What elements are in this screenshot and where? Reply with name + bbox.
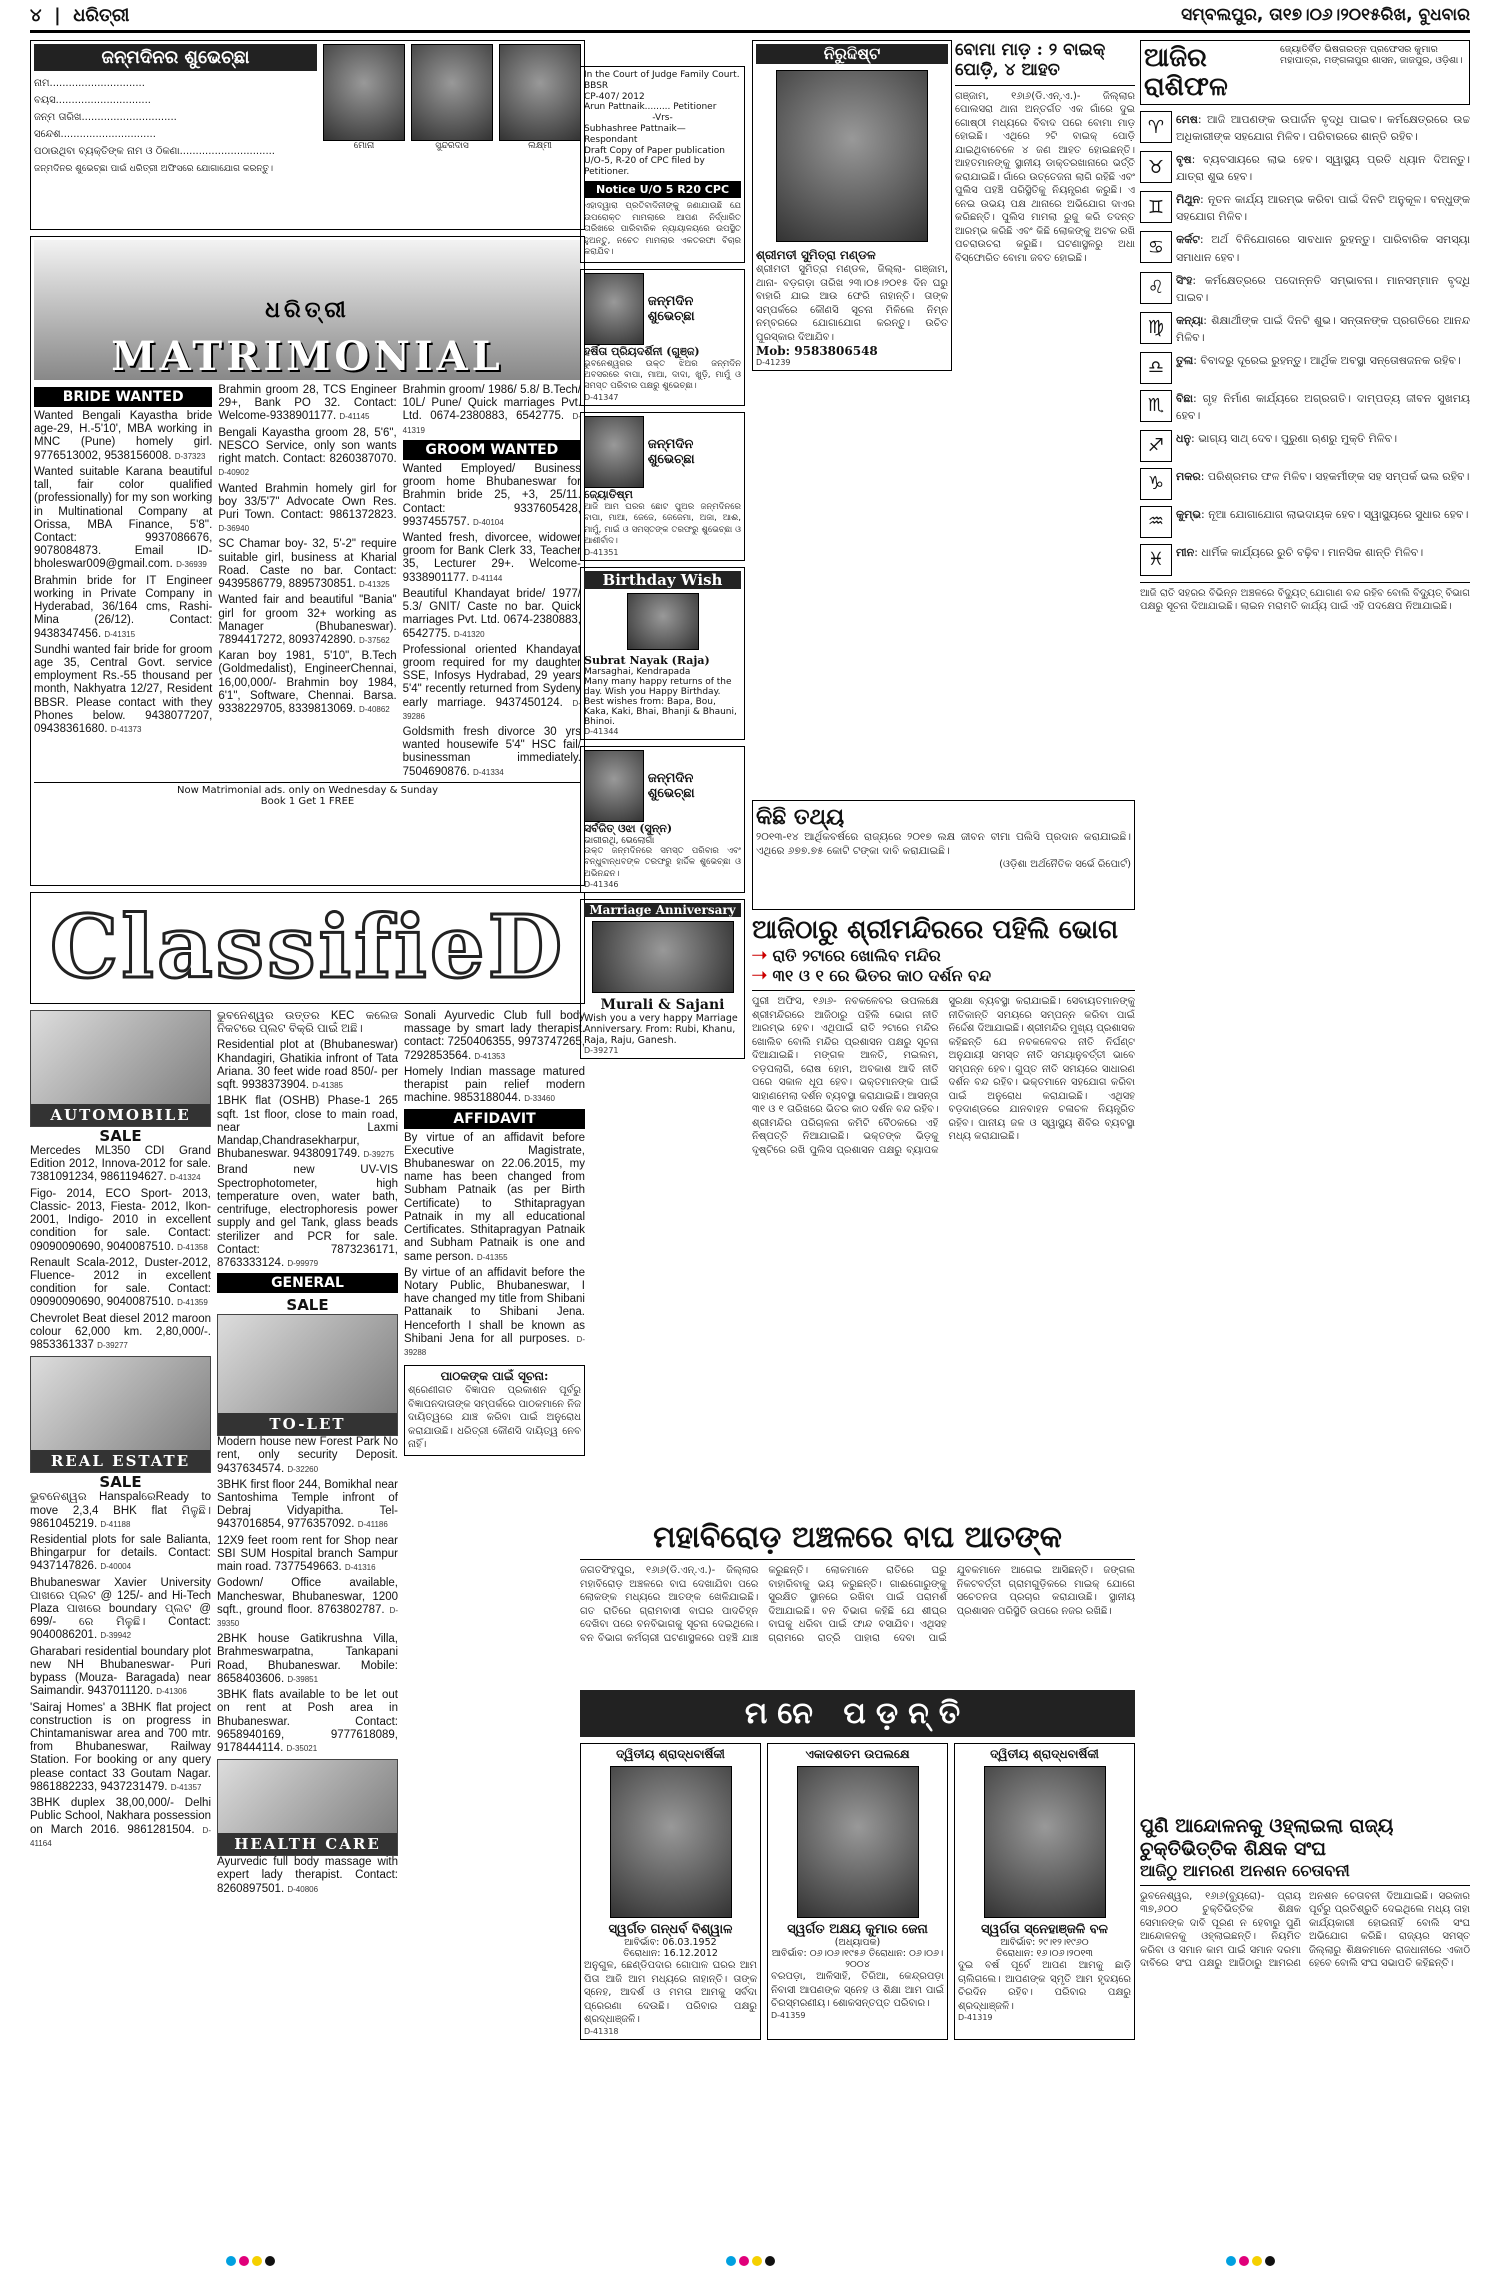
classified-ad: Gharabari residential boundary plot new NH Bhubaneswar- Puri bypass (Mouza- Baragada) near Saimandir. 9437011120. D-41306	[30, 1645, 211, 1698]
classified-ad: ଭୁବନେଶ୍ୱର ଉତ୍ତର KEC କଲେଜ ନିକଟରେ ପ୍ଲଟ ବିକ୍ରି ପାଇଁ ଅଛି।	[217, 1010, 398, 1036]
matrimonial-col-2	[218, 384, 396, 782]
classified-ad: Mercedes ML350 CDI Grand Edition 2012, Innova-2012 for sale. 7381091234, 9861194627. D-41324	[30, 1145, 211, 1184]
ad-code: D-41351	[584, 547, 619, 557]
memorial-date: ତିରୋଧାନ: 16.12.2012	[623, 1948, 718, 1959]
classified-ad: By virtue of an affidavit before Executive Magistrate, Bhubaneswar on 22.06.2015, my name has been changed from Subham Patnaik (as per Birth Certificate) to Sthitapragyan Patnaik in my all educational Certificates. Sthitapragyan Patnaik and Subham Patnaik is one and same person. D-41355	[404, 1131, 585, 1263]
birthday-note: ଜନ୍ମଦିନର ଶୁଭେଚ୍ଛା ପାଇଁ ଧରିତ୍ରୀ ଅଫିସରେ ଯୋଗାଯୋଗ କରନ୍ତୁ।	[34, 164, 273, 174]
memorial-name: ସ୍ୱର୍ଗତା ସ୍ନେହାଞ୍ଜଳି ବଳ	[981, 1922, 1108, 1937]
wish-place: ଭାଗୀରଥି, ଭେଲୋଗାଁ	[584, 835, 655, 846]
classified-banner: ClassifieD	[30, 892, 585, 1004]
general-heading: GENERAL	[217, 1273, 398, 1293]
classified-columns	[30, 1010, 585, 1899]
misc-news: ଆଜି ରାତି ସହରର ବିଭିନ୍ନ ଅଞ୍ଚଳରେ ବିଦ୍ୟୁତ୍ ଯୋଗାଣ ବନ୍ଦ ରହିବ ବୋଲି ବିଦ୍ୟୁତ୍ ବିଭାଗ ପକ୍ଷରୁ ସୂଚନା ଦିଆଯାଇଛି। ଲାଇନ ମରାମତି କାର୍ଯ୍ୟ ପାଇଁ ଏହି ପଦକ୍ଷେପ ନିଆଯାଇଛି।	[1140, 587, 1470, 613]
memorial-name: ସ୍ୱର୍ଗତ ଗନ୍ଧର୍ବ ବିଶ୍ୱାଳ	[608, 1922, 733, 1937]
bride-wanted-heading: BRIDE WANTED	[34, 387, 212, 407]
classified-ad: Bhubaneswar Xavier University ପାଖରେ ପ୍ଲଟ @ 125/- and Hi-Tech Plaza ପାଖରେ boundary ପ୍ଲଟ @ 699/- ରେ ମିଳୁଛି। Contact: 9040086201. D-39942	[30, 1576, 211, 1642]
memorial-body: ବରପଡ଼ା, ଆଳିସାହି, ତିରିଆ, କେନ୍ଦ୍ରପଡ଼ା ନିବାସୀ ଆପଣଙ୍କ ସ୍ନେହ ଓ ଶିକ୍ଷା ଆମ ପାଇଁ ଚିରସ୍ମରଣୀୟ। ଶୋକସନ୍ତପ୍ତ ପରିବାର।	[771, 1971, 944, 2009]
ad-code: D-39271	[584, 1046, 619, 1056]
color-dots	[1226, 2256, 1275, 2266]
mane-padanti-banner: ମନେ ପଡ଼ନ୍ତି	[580, 1690, 1135, 1737]
facts-box	[752, 800, 1135, 910]
classified-ad: Ayurvedic full body massage with expert lady therapist. Contact: 8260897501. D-40806	[217, 1856, 398, 1895]
field-age: ବୟସ..............................	[34, 95, 151, 106]
temple-body: ପୁରୀ ଅଫିସ, ୧୬ା୬- ନବକଳେବର ଉପଲକ୍ଷେ ଶ୍ରୀମନ୍ଦିରରେ ଆଜିଠାରୁ ପହିଲି ଭୋଗ ନୀତି ଆରମ୍ଭ ହେବ। ଏଥିପାଇଁ ରାତି ୨ଟାରେ ମନ୍ଦିର ଖୋଲିବ ବୋଲି ମନ୍ଦିର ପ୍ରଶାସନ ପକ୍ଷରୁ ସୂଚନା ଦିଆଯାଇଛି। ମଙ୍ଗଳ ଆଳତି, ମଇଲମ, ତଡ଼ପଲାଗି, ରୋଷ ହୋମ, ଅବକାଶ ଆଦି ନୀତି ପରେ ସକାଳ ଧୂପ ହେବ। ଭକ୍ତମାନଙ୍କ ପାଇଁ ସାହାଣମେଲା ଦର୍ଶନ ବ୍ୟବସ୍ଥା କରାଯାଇଛି। ଆସନ୍ତା ୩୧ ଓ ୧ ତାରିଖରେ ଭିତର କାଠ ଦର୍ଶନ ବନ୍ଦ ରହିବ। ଶ୍ରୀମନ୍ଦିର ପରିଚାଳନା କମିଟି ବୈଠକରେ ଏହି ନିଷ୍ପତ୍ତି ନିଆଯାଇଛି। ଭକ୍ତଙ୍କ ଭିଡ଼କୁ ଦୃଷ୍ଟିରେ ରଖି ପୁଲିସ ପ୍ରଶାସନ ପକ୍ଷରୁ ବ୍ୟାପକ ସୁରକ୍ଷା ବ୍ୟବସ୍ଥା କରାଯାଇଛି। ସେବାୟତମାନଙ୍କୁ ନୀତିକାନ୍ତି ସମୟରେ ସମ୍ପନ୍ନ କରିବା ପାଇଁ ନିର୍ଦ୍ଦେଶ ଦିଆଯାଇଛି। ଶ୍ରୀମନ୍ଦିର ମୁଖ୍ୟ ପ୍ରଶାସକ କହିଛନ୍ତି ଯେ ନବକଳେବର ନୀତି ନିର୍ଘଣ୍ଟ ଅନୁଯାୟୀ ସମସ୍ତ ନୀତି ସମୟାନୁବର୍ତ୍ତୀ ଭାବେ ସମ୍ପନ୍ନ ହେବ। ଗୁପ୍ତ ନୀତି ସମୟରେ ସାଧାରଣ ଦର୍ଶନ ବନ୍ଦ ରହିବ। ଭକ୍ତମାନେ ସହଯୋଗ କରିବା ପାଇଁ ଅନୁରୋଧ କରାଯାଇଛି। ଏଥିସହ ବଡ଼ଦାଣ୍ଡରେ ଯାନବାହନ ଚଳାଚଳ ନିୟନ୍ତ୍ରିତ ରହିବ। ପାନୀୟ ଜଳ ଓ ସ୍ୱାସ୍ଥ୍ୟ ଶିବିର ବ୍ୟବସ୍ଥା ମଧ୍ୟ କରାଯାଇଛି।	[752, 996, 1135, 1156]
zodiac-icon: ♍	[1140, 312, 1172, 344]
court-notice-body: ଏହାଦ୍ୱାରା ପ୍ରତିବାଦିନୀଙ୍କୁ ଜଣାଯାଉଛି ଯେ ଉପରୋକ୍ତ ମାମଲାରେ ଆପଣ ନିର୍ଦ୍ଧାରିତ ତାରିଖରେ ପାରିବାରିକ ନ୍ୟାୟାଳୟରେ ଉପସ୍ଥିତ ହୁଅନ୍ତୁ, ନଚେତ ମାମଲାର ଏକତରଫା ବିଚାର କରାଯିବ।	[584, 201, 741, 258]
child-photo	[584, 273, 644, 345]
left-section	[30, 40, 585, 2245]
zodiac-text: ନୂତନ କାର୍ଯ୍ୟ ଆରମ୍ଭ କରିବା ପାଇଁ ଦିନଟି ଅନୁକୂଳ। ବନ୍ଧୁଙ୍କ ସହଯୋଗ ମିଳିବ।	[1176, 193, 1470, 224]
kid-caption-3: ଲକ୍ଷ୍ମୀ	[528, 141, 552, 151]
matrimonial-col-3	[403, 384, 581, 782]
zodiac-name: ମିଥୁନ	[1176, 193, 1201, 207]
court-notice-heading: Notice U/O 5 R20 CPC	[584, 181, 741, 198]
bomb-headline: ବୋମା ମାଡ଼ : ୨ ବାଇକ୍ ପୋଡ଼ି, ୪ ଆହତ	[955, 40, 1106, 81]
classified-ad: By virtue of an affidavit before the Notary Public, Bhubaneswar, I have changed my title from Shibani Pattanaik to Shibani Jena. Henceforth I shall be known as Shibani Jena for all purposes. D-39288	[404, 1266, 585, 1358]
horoscope-title: ଆଜିର ରାଶିଫଳ	[1144, 43, 1228, 102]
couple-photo	[592, 921, 734, 993]
matrimonial-section	[30, 236, 585, 886]
zodiac-name: ମୀନ	[1176, 545, 1195, 559]
facts-title: କିଛି ତଥ୍ୟ	[756, 804, 845, 830]
wish-body: ଉକ୍ତ ଜନ୍ମଦିନରେ ସମସ୍ତ ପରିବାର ଏବଂ ବନ୍ଧୁବାନ୍ଧବଙ୍କ ତରଫରୁ ହାର୍ଦ୍ଦିକ ଶୁଭେଚ୍ଛା ଓ ଅଭିନନ୍ଦନ।	[584, 845, 741, 879]
classified-ad: 2BHK house Gatikrushna Villa, Brahmeswarpatna, Tankapani Road, Bhubaneswar. Mobile: 8658403606. D-39851	[217, 1633, 398, 1685]
sale-heading-general: SALE	[286, 1296, 329, 1315]
memorial-date: ଆବିର୍ଭାବ: ୦୬।୦୬।୧୯୫୬ ତିରୋଧାନ: ୦୬।୦୬।୨୦୦୪	[771, 1948, 944, 1970]
classified-ad: Figo- 2014, ECO Sport- 2013, Classic- 2013, Fiesta- 2012, Ikon- 2001, Indigo- 2010 in excellent condition for sale. Contact: 09090090690, 9040087510. D-41358	[30, 1187, 211, 1253]
ad-code: D-41344	[584, 726, 619, 736]
horoscope-entry: ♋ କର୍କଟ: ଅର୍ଥ ବିନିଯୋଗରେ ସାବଧାନ ରୁହନ୍ତୁ। ପାରିବାରିକ ସମସ୍ୟା ସମାଧାନ ହେବ।	[1140, 231, 1470, 265]
classified-ad: Brahmin groom 28, TCS Engineer 29+, Bank PO 32. Contact: Welcome-9338901177. D-41145	[218, 384, 397, 423]
color-dots	[226, 2256, 275, 2266]
person-photo	[627, 593, 699, 650]
ad-code: D-41318	[584, 2026, 619, 2036]
classified-ad: Goldsmith fresh divorce 30 yrs wanted housewife 5'4" HSC fail/ businessman immediately. 7504690876. D-41334	[402, 726, 581, 778]
memorial-date: ଆବିର୍ଭାବ: 06.03.1952	[624, 1937, 717, 1948]
anniversary-title: Marriage Anniversary	[584, 903, 741, 917]
birthday-wish-title: Birthday Wish	[584, 571, 741, 589]
zodiac-icon: ♌	[1140, 272, 1172, 304]
classified-ad: Professional oriented Khandayat groom required for my daughter SSE, Infosys Hydrabad, 29 years 5'4" recently returned from Sydeny early marriage. 9437450124. D-39286	[402, 643, 581, 721]
wish-title: ଜନ୍ମଦିନ ଶୁଭେଚ୍ଛା	[647, 770, 695, 801]
classified-ad: Brahmin bride for IT Engineer working in Private Company in Hyderabad, 36/164 cms, Rashi-Mina (26/12). Contact: 9438347456. D-41315	[34, 574, 213, 640]
bomb-news	[955, 40, 1135, 800]
car-image	[30, 1010, 211, 1127]
teachers-subhead: ଆଜିଠୁ ଆମରଣ ଅନଶନ ଚେତାବନୀ	[1140, 1860, 1350, 1880]
tiger-news	[580, 1520, 1135, 1685]
field-name: ନାମ..............................	[34, 78, 145, 89]
classified-ad: 1BHK flat (OSHB) Phase-1 265 sqft. 1st floor, close to main road, near Laxmi Mandap,Chandrasekharpur, Bhubaneswar. 9438091749. D-39275	[217, 1095, 398, 1161]
wishes-column	[580, 66, 745, 1526]
memorial-body: ଅନୁଗୁଳ, ଛେଣ୍ଡିପଦାର ଗୋପାଳ ଘରର ଆମ ପିତା ଆଜି ଆମ ମଧ୍ୟରେ ନାହାନ୍ତି। ତାଙ୍କ ସ୍ନେହ, ଆଦର୍ଶ ଓ ମମତା ଆମକୁ ସର୍ବଦା ପ୍ରେରଣା ଦେଉଛି। ପରିବାର ପକ୍ଷରୁ ଶ୍ରଦ୍ଧାଞ୍ଜଳି।	[584, 1960, 757, 2025]
birthday-title: ଜନ୍ମଦିନର ଶୁଭେଚ୍ଛା	[34, 44, 317, 71]
zodiac-name: କନ୍ୟା	[1176, 313, 1204, 327]
horoscope-entry: ♈ ମେଷ: ଆଜି ଆପଣଙ୍କ ଉପାର୍ଜନ ବୃଦ୍ଧି ପାଇବ। କର୍ମକ୍ଷେତ୍ରରେ ଉଚ୍ଚ ଅଧିକାରୀଙ୍କ ସହଯୋଗ ମିଳିବ। ପରିବାରରେ ଶାନ୍ତି ରହିବ।	[1140, 111, 1470, 145]
memorial-heading: ଦ୍ୱିତୀୟ ଶ୍ରାଦ୍ଧବାର୍ଷିକୀ	[616, 1747, 725, 1761]
classified-ad: Karan boy 1981, 5'10", B.Tech (Goldmedalist), EngineerChennai, 16,00,000/- Brahmin boy 1984, 6'1", Software, Chennai. Barsa. 9338229705, 8339813069. D-40862	[218, 650, 397, 716]
paper-name: ଧରିତ୍ରୀ	[73, 4, 130, 26]
classified-ad: Residential plot at (Bhubaneswar) Khandagiri, Ghatikia infront of Tata Ariana. 30 feet wide road 850/- per sqft. 9938373904. D-41385	[217, 1039, 398, 1092]
obituary-section	[580, 1690, 1135, 2245]
tiger-headline: ମହାବିରୋଡ଼ ଅଞ୍ଚଳରେ ବାଘ ଆତଙ୍କ	[653, 1520, 1062, 1555]
classified-ad: ଭୁବନେଶ୍ୱର HanspalରେReady to move 2,3,4 BHK flat ମିଳୁଛି। 9861045219. D-41188	[30, 1491, 211, 1530]
ad-code: D-41347	[584, 392, 619, 402]
zodiac-name: ତୁଳା	[1176, 353, 1194, 367]
zodiac-icon: ♎	[1140, 352, 1172, 384]
sale-heading-realestate: SALE	[99, 1473, 142, 1492]
wish-name: ହର୍ଷିତା ପ୍ରିୟଦର୍ଶିନୀ (ଗୁଞ୍ଜ)	[584, 344, 700, 358]
horoscope-entry: ♎ ତୁଳା: ବିବାଦରୁ ଦୂରେଇ ରୁହନ୍ତୁ। ଆର୍ଥିକ ଅବସ୍ଥା ସନ୍ତୋଷଜନକ ରହିବ।	[1140, 352, 1470, 384]
birthday-wish-1	[580, 269, 745, 406]
horoscope-entry: ♒ କୁମ୍ଭ: ନୂଆ ଯୋଗାଯୋଗ ଲାଭଦାୟକ ହେବ। ସ୍ୱାସ୍ଥ୍ୟରେ ସୁଧାର ହେବ।	[1140, 506, 1470, 538]
kid-photo-3	[499, 44, 581, 141]
birthday-wish-english	[580, 567, 745, 740]
date-line: ସମ୍ବଲପୁର, ତା୧୭।୦୬।୨୦୧୫ରିଖ, ବୁଧବାର	[1181, 5, 1470, 25]
zodiac-icon: ♐	[1140, 430, 1172, 462]
zodiac-text: ଭାଗ୍ୟ ସାଥ୍ ଦେବ। ପୁରୁଣା ଋଣରୁ ମୁକ୍ତି ମିଳିବ।	[1198, 431, 1398, 445]
zodiac-icon: ♋	[1140, 231, 1172, 263]
memorial-heading: ଏକାଦଶତମ ଉପଲକ୍ଷେ	[805, 1747, 910, 1761]
classified-ad: 3BHK first floor 244, Bomikhal near Santoshima Temple infront of Debraj Vidyapitha. Tel-9437016854, 9776357092. D-41186	[217, 1478, 398, 1531]
zodiac-name: କର୍କଟ	[1176, 233, 1200, 247]
automobile-label: AUTOMOBILE	[31, 1104, 210, 1126]
reader-notice	[404, 1365, 585, 1456]
classified-ad: 'Sairaj Homes' a 3BHK flat project construction is on progress in Chintamaniswar area and 700 mtr. from Bhubaneswar, Railway Station. For booking or any query please contact 33 Goutam Nagar. 9861882233, 9437231479. D-41357	[30, 1701, 211, 1793]
classified-col-3	[404, 1010, 585, 1899]
teachers-body: ଭୁବନେଶ୍ୱର, ୧୬ା୬(ବ୍ୟୁରୋ)- ପ୍ରାୟ ୩୭,୬୦୦ ଚୁକ୍ତିଭିତ୍ତିକ ଶିକ୍ଷକ ସେମାନଙ୍କ ଦାବି ପୂରଣ ନ ହେବାରୁ ପୁଣି ଆନ୍ଦୋଳନକୁ ଓହ୍ଲାଇଛନ୍ତି। ନିୟମିତ କରିବା ଓ ସମାନ କାମ ପାଇଁ ସମାନ ଦରମା ଦାବିରେ ସଂଘ ପକ୍ଷରୁ ଆଜିଠାରୁ ଆମରଣ ଅନଶନ ଚେତାବନୀ ଦିଆଯାଇଛି। ସରକାର ପୂର୍ବରୁ ପ୍ରତିଶ୍ରୁତି ଦେଇଥିଲେ ମଧ୍ୟ ତାହା କାର୍ଯ୍ୟକାରୀ ହୋଇନାହିଁ ବୋଲି ସଂଘ ଅଭିଯୋଗ କରିଛି। ରାଜ୍ୟର ସମସ୍ତ ଜିଲ୍ଲାରୁ ଶିକ୍ଷକମାନେ ରାଜଧାନୀରେ ଏକାଠି ହେବେ ବୋଲି ସଂଘ ସଭାପତି କହିଛନ୍ତି।	[1140, 1890, 1470, 1970]
zodiac-icon: ♒	[1140, 506, 1172, 538]
bday-place: Marsaghai, Kendrapada	[584, 666, 691, 677]
facts-source: (ଓଡ଼ିଶା ଅର୍ଥନୈତିକ ସର୍ଭେ ରିପୋର୍ଟ)	[999, 859, 1131, 871]
horoscope-entry: ♌ ସିଂହ: କର୍ମକ୍ଷେତ୍ରରେ ପଦୋନ୍ନତି ସମ୍ଭାବନା। ମାନସମ୍ମାନ ବୃଦ୍ଧି ପାଇବ।	[1140, 272, 1470, 306]
temple-headline: ଆଜିଠାରୁ ଶ୍ରୀମନ୍ଦିରରେ ପହିଲି ଭୋଗ	[752, 915, 1119, 945]
memorial-card	[767, 1743, 948, 2040]
classified-ad: Godown/ Office available, Mancheswar, Bhubaneswar, 1200 sqft., ground floor. 8763802787. D-39350	[217, 1577, 398, 1628]
missing-person-column	[752, 40, 952, 800]
classified-ad: Residential plots for sale Balianta, Bhingarpur for details. Contact: 9437147826. D-40004	[30, 1533, 211, 1573]
ad-code: D-41359	[771, 2010, 806, 2020]
classified-col-2	[217, 1010, 398, 1899]
anniversary-body: Wish you a very happy Marriage Anniversary. From: Rubi, Khanu, Raja, Raju, Ganesh.	[584, 1013, 738, 1047]
horoscope-entry: ♉ ବୃଷ: ବ୍ୟବସାୟରେ ଲାଭ ହେବ। ସ୍ୱାସ୍ଥ୍ୟ ପ୍ରତି ଧ୍ୟାନ ଦିଅନ୍ତୁ। ଯାତ୍ରା ଶୁଭ ହେବ।	[1140, 151, 1470, 185]
zodiac-name: ଧନୁ	[1176, 431, 1192, 445]
wish-body: ଆଜି ଆମ ଘରର ଛୋଟ ପୁଅର ଜନ୍ମଦିନରେ ବାପା, ମାଆ, ଜେଜେ, ଜେଜେମା, ଅଜା, ଆଈ, ମାମୁଁ, ମାଇଁ ଓ ସମସ୍ତଙ୍କ ତରଫରୁ ଶୁଭେଚ୍ଛା ଓ ଆଶୀର୍ବାଦ।	[584, 501, 741, 547]
zodiac-icon: ♓	[1140, 544, 1172, 576]
building-image	[217, 1314, 398, 1436]
memorial-card	[580, 1743, 761, 2040]
classified-ad: Sundhi wanted fair bride for groom age 35, Central Govt. service employment Rs.-55 thousand per month, Nakhyatra 12/27, Resident BBSR. Please contact with they Phones below. 9438077207, 09438361680. D-41373	[34, 643, 213, 736]
court-line: CP-407/ 2012	[584, 91, 645, 102]
page-number: ୪	[30, 4, 42, 26]
astrologer-credit: ଜ୍ୟୋତିର୍ବିତ ଭିଷଗରତ୍ନ ପ୍ରଫେସର କୁମାର ମହାପାତ୍ର, ମଙ୍ଗଳାପୁର ଶାସନ, ଜାଜପୁର, ଓଡ଼ିଶା।	[1280, 44, 1463, 66]
temple-subhead-1: ➝ ରାତି ୨ଟାରେ ଖୋଲିବ ମନ୍ଦିର	[752, 946, 941, 965]
teachers-news	[1140, 1815, 1470, 2245]
memorial-photo	[984, 1766, 1106, 1918]
matrimonial-footer-1: Now Matrimonial ads. only on Wednesday & Sunday	[176, 784, 439, 796]
zodiac-icon: ♏	[1140, 390, 1172, 422]
classified-col-1	[30, 1010, 211, 1899]
wish-name: ଜ୍ୟୋତିଷ୍ମ	[584, 487, 633, 501]
reader-notice-text: ଶ୍ରେଣୀଗତ ବିଜ୍ଞାପନ ପ୍ରକାଶନ ପୂର୍ବରୁ ବିଜ୍ଞାପନଦାତାଙ୍କ ସମ୍ପର୍କରେ ପାଠକମାନେ ନିଜ ଦାୟିତ୍ୱରେ ଯାଞ୍ଚ କରିବା ପାଇଁ ଅନୁରୋଧ କରାଯାଉଛି। ଧରିତ୍ରୀ କୌଣସି ଦାୟିତ୍ୱ ନେବ ନାହିଁ।	[408, 1385, 581, 1451]
zodiac-text: ବ୍ୟବସାୟରେ ଲାଭ ହେବ। ସ୍ୱାସ୍ଥ୍ୟ ପ୍ରତି ଧ୍ୟାନ ଦିଅନ୍ତୁ। ଯାତ୍ରା ଶୁଭ ହେବ।	[1176, 153, 1470, 184]
classified-ad: Chevrolet Beat diesel 2012 maroon colour 62,000 km. 2,80,000/-. 9853361337 D-39277	[30, 1312, 211, 1352]
field-dob: ଜନ୍ମ ତାରିଖ..............................	[34, 112, 177, 123]
zodiac-text: ପରିଶ୍ରମର ଫଳ ମିଳିବ। ସହକର୍ମୀଙ୍କ ସହ ସମ୍ପର୍କ ଭଲ ରହିବ।	[1207, 469, 1470, 483]
memorial-name: ସ୍ୱର୍ଗତ ଅକ୍ଷୟ କୁମାର ଜେନା	[787, 1922, 928, 1937]
zodiac-name: ସିଂହ	[1176, 273, 1193, 287]
zodiac-text: ଅର୍ଥ ବିନିଯୋଗରେ ସାବଧାନ ରୁହନ୍ତୁ। ପାରିବାରିକ ସମସ୍ୟା ସମାଧାନ ହେବ।	[1176, 233, 1470, 264]
ad-code: D-41319	[958, 2013, 993, 2022]
teachers-headline: ପୁଣି ଆନ୍ଦୋଳନକୁ ଓହ୍ଲାଇଲା ରାଜ୍ୟ ଚୁକ୍ତିଭିତ୍ତିକ ଶିକ୍ଷକ ସଂଘ	[1140, 1815, 1394, 1860]
affidavit-heading: AFFIDAVIT	[404, 1109, 585, 1129]
field-message: ସନ୍ଦେଶ..............................	[34, 129, 156, 140]
memorial-photo	[610, 1766, 732, 1918]
groom-wanted-heading: GROOM WANTED	[403, 440, 581, 460]
ad-code: D-41239	[756, 358, 791, 367]
matrimonial-col-1	[34, 384, 212, 782]
field-sender: ପଠାଉଥିବା ବ୍ୟକ୍ତିଙ୍କ ନାମ ଓ ଠିକଣା..............................	[34, 146, 275, 157]
zodiac-icon: ♉	[1140, 151, 1172, 183]
court-notice	[580, 66, 745, 263]
court-line: Arun Pattnaik......... Petitioner	[584, 102, 717, 113]
missing-name: ଶ୍ରୀମତୀ ସୁମିତ୍ରା ମଣ୍ଡଳ	[756, 248, 876, 262]
kid-photo-2	[411, 44, 493, 141]
classified-ad: SC Chamar boy- 32, 5'-2" require suitable girl, business at Kharial Road. Caste no bar. Contact: 9439586779, 8895730851. D-41325	[218, 538, 397, 591]
horoscope-entry: ♊ ମିଥୁନ: ନୂତନ କାର୍ଯ୍ୟ ଆରମ୍ଭ କରିବା ପାଇଁ ଦିନଟି ଅନୁକୂଳ। ବନ୍ଧୁଙ୍କ ସହଯୋଗ ମିଳିବ।	[1140, 191, 1470, 225]
birthday-form	[30, 40, 585, 230]
zodiac-text: ନୂଆ ଯୋଗାଯୋଗ ଲାଭଦାୟକ ହେବ। ସ୍ୱାସ୍ଥ୍ୟରେ ସୁଧାର ହେବ।	[1208, 507, 1469, 521]
court-line: In the Court of Judge Family Court. BBSR	[584, 70, 740, 91]
court-line: -Vrs-	[652, 113, 673, 124]
birthday-wish-3	[580, 746, 745, 893]
zodiac-name: ମେଷ	[1176, 113, 1198, 127]
zodiac-text: କର୍ମକ୍ଷେତ୍ରରେ ପଦୋନ୍ନତି ସମ୍ଭାବନା। ମାନସମ୍ମାନ ବୃଦ୍ଧି ପାଇବ।	[1176, 273, 1470, 304]
healthcare-label: HEALTH CARE	[218, 1833, 397, 1855]
zodiac-name: ବିଛା	[1176, 391, 1193, 405]
marriage-anniversary	[580, 899, 745, 1059]
bomb-body: ଗଞ୍ଜାମ, ୧୬ା୬(ଡି.ଏନ୍.ଏ.)- ଜିଲ୍ଲାର ପୋଲସରା ଥାନା ଅନ୍ତର୍ଗତ ଏକ ଗାଁରେ ଦୁଇ ଗୋଷ୍ଠୀ ମଧ୍ୟରେ ବିବାଦ ପରେ ବୋମା ମାଡ଼ ହୋଇଛି। ଏଥିରେ ୨ଟି ବାଇକ୍ ପୋଡ଼ି ଯାଇଥିବାବେଳେ ୪ ଜଣ ଆହତ ହୋଇଛନ୍ତି। ଆହତମାନଙ୍କୁ ସ୍ଥାନୀୟ ଡାକ୍ତରଖାନାରେ ଭର୍ତ୍ତି କରାଯାଇଛି। ଗାଁରେ ଉତ୍ତେଜନା ଲାଗି ରହିଛି ଏବଂ ପୁଲିସ ପହଞ୍ଚି ପରିସ୍ଥିତିକୁ ନିୟନ୍ତ୍ରଣ କରୁଛି। ଏ ନେଇ ଉଭୟ ପକ୍ଷ ଥାନାରେ ଅଭିଯୋଗ ଦାଏର କରିଛନ୍ତି। ପୁଲିସ ମାମଲା ରୁଜୁ କରି ତଦନ୍ତ ଆରମ୍ଭ କରିଛି ଏବଂ କିଛି ଲୋକଙ୍କୁ ଅଟକ ରଖି ପଚରାଉଚରା କରୁଛି। ଘଟଣାସ୍ଥଳରୁ ଅଧା ବିସ୍ଫୋରିତ ବୋମା ଜବତ ହୋଇଛି।	[955, 90, 1135, 264]
matrimonial-brand: ଧରିତ୍ରୀ	[265, 297, 350, 323]
classified-ad: Wanted Brahmin homely girl for boy 33/5'7" Advocate Own Res. Puri Town. Contact: 9861372823. D-36940	[218, 482, 397, 534]
classified-ad: Wanted Bengali Kayastha bride age-29, H.-5'10', MBA working in MNC (Pune) homely girl. 9776513002, 9538156008. D-37323	[34, 410, 213, 462]
wish-body: ଭୁବନେଶ୍ୱରର ଉକ୍ତ ଝିଅର ଜନ୍ମଦିନ ଅବସରରେ ବାପା, ମାଆ, ଦାଦା, ଖୁଡ଼ି, ମାମୁଁ ଓ ସମସ୍ତ ପରିବାର ପକ୍ଷରୁ ଶୁଭେଚ୍ଛା।	[584, 358, 741, 392]
bday-name: Subrat Nayak (Raja)	[584, 653, 710, 667]
missing-body: ଶ୍ରୀମତୀ ସୁମିତ୍ରା ମଣ୍ଡଳ, ଜିଲ୍ଲା- ଗଞ୍ଜାମ, ଥାନା- ବଡ଼ଗଡ଼ା ତାରିଖ ୨୩।୦୫।୨୦୧୫ ଦିନ ଘରୁ ବାହାରି ଯାଇ ଆଉ ଫେରି ନାହାନ୍ତି। ତାଙ୍କ ସମ୍ପର୍କରେ କୌଣସି ସୂଚନା ମିଳିଲେ ନିମ୍ନ ନମ୍ବରରେ ଯୋଗାଯୋଗ କରନ୍ତୁ। ଉଚିତ ପୁରସ୍କାର ଦିଆଯିବ।	[756, 264, 948, 343]
classified-ad: Modern house new Forest Park No rent, only security Deposit. 9437634574. D-32260	[217, 1436, 398, 1475]
memorial-date: (ଅଧ୍ୟାପକ)	[834, 1937, 881, 1948]
horoscope-entry: ♓ ମୀନ: ଧାର୍ମିକ କାର୍ଯ୍ୟରେ ରୁଚି ବଢ଼ିବ। ମାନସିକ ଶାନ୍ତି ମିଳିବ।	[1140, 544, 1470, 576]
zodiac-text: ଆଜି ଆପଣଙ୍କ ଉପାର୍ଜନ ବୃଦ୍ଧି ପାଇବ। କର୍ମକ୍ଷେତ୍ରରେ ଉଚ୍ଚ ଅଧିକାରୀଙ୍କ ସହଯୋଗ ମିଳିବ। ପରିବାରରେ ଶାନ୍ତି ରହିବ।	[1176, 113, 1470, 144]
horoscope-entry: ♑ ମକର: ପରିଶ୍ରମର ଫଳ ମିଳିବ। ସହକର୍ମୀଙ୍କ ସହ ସମ୍ପର୍କ ଭଲ ରହିବ।	[1140, 468, 1470, 500]
kid-caption-1: ମୋନା	[353, 141, 375, 151]
classified-ad: Wanted fair and beautiful "Bania" girl for groom 32+ working as Manager (Bhubaneswar). 7894417272, 8093742890. D-37562	[218, 594, 397, 646]
zodiac-text: ଶିକ୍ଷାର୍ଥୀଙ୍କ ପାଇଁ ଦିନଟି ଶୁଭ। ସନ୍ତାନଙ୍କ ପ୍ରଗତିରେ ଆନନ୍ଦ ମିଳିବ।	[1176, 313, 1470, 344]
classified-ad: Renault Scala-2012, Duster-2012, Fluence- 2012 in excellent condition for sale. Contact: 09090090690, 9040087510. D-41359	[30, 1256, 211, 1309]
realestate-label: REAL ESTATE	[31, 1450, 210, 1472]
classified-ad: Wanted suitable Karana beautiful tall, fair color qualified (professionally) for my son working in Multinational Company at Orissa, MBA Finance, 5'8''. Contact: 9937086676, 9078084873. Email ID-bholeswar009@gmail.com. D-36939	[34, 465, 213, 571]
memorial-date: ଆବିର୍ଭାବ: ୨୯।୧୨।୧୯୬୦	[1000, 1937, 1089, 1948]
missing-title: ନିରୁଦ୍ଦିଷ୍ଟ	[756, 44, 948, 64]
missing-mobile: Mob: 9583806548	[756, 344, 878, 358]
memorial-body: ଦୁଇ ବର୍ଷ ପୂର୍ବେ ଆପଣ ଆମକୁ ଛାଡ଼ି ଚାଲିଗଲେ। ଆପଣଙ୍କ ସ୍ମୃତି ଆମ ହୃଦୟରେ ଚିରଦିନ ରହିବ। ପରିବାର ପକ୍ଷରୁ ଶ୍ରଦ୍ଧାଞ୍ଜଳି।	[958, 1960, 1131, 2012]
wish-title: ଜନ୍ମଦିନ ଶୁଭେଚ୍ଛା	[647, 293, 695, 324]
tiger-body: ଜଗତସିଂହପୁର, ୧୬ା୬(ଡି.ଏନ୍.ଏ.)- ଜିଲ୍ଲାର ମହାବିରୋଡ଼ ଅଞ୍ଚଳରେ ବାଘ ଦେଖାଯିବା ପରେ ଲୋକଙ୍କ ମଧ୍ୟରେ ଆତଙ୍କ ଖେଳିଯାଇଛି। ଗତ ରାତିରେ ଗ୍ରାମବାସୀ ବାଘର ପାଦଚିହ୍ନ ଦେଖିବା ପରେ ବନବିଭାଗକୁ ସୂଚନା ଦେଇଥିଲେ। ବନ ବିଭାଗ କର୍ମଚାରୀ ଘଟଣାସ୍ଥଳରେ ପହଞ୍ଚି ଯାଞ୍ଚ କରୁଛନ୍ତି। ଲୋକମାନେ ରାତିରେ ଘରୁ ବାହାରିବାକୁ ଭୟ କରୁଛନ୍ତି। ଗାଈଗୋରୁଙ୍କୁ ସୁରକ୍ଷିତ ସ୍ଥାନରେ ରଖିବା ପାଇଁ ପରାମର୍ଶ ଦିଆଯାଇଛି। ବନ ବିଭାଗ କହିଛି ଯେ ଶୀଘ୍ର ବାଘକୁ ଧରିବା ପାଇଁ ଫାନ୍ଦ ବସାଯିବ। ଏଥିସହ ଗ୍ରାମରେ ରାତ୍ରି ପାହାରା ଦେବା ପାଇଁ ଯୁବକମାନେ ଆଗେଇ ଆସିଛନ୍ତି। ଜଙ୍ଗଲ ନିକଟବର୍ତ୍ତୀ ଗ୍ରାମଗୁଡ଼ିକରେ ମାଇକ୍ ଯୋଗେ ସଚେତନତା ପ୍ରଚାର କରାଯାଉଛି। ସ୍ଥାନୀୟ ପ୍ରଶାସନ ପରିସ୍ଥିତି ଉପରେ ନଜର ରଖିଛି।	[580, 1565, 1135, 1644]
print-registration-marks	[0, 2250, 1500, 2271]
zodiac-text: ଗୃହ ନିର୍ମାଣ କାର୍ଯ୍ୟରେ ଅଗ୍ରଗତି। ଦାମ୍ପତ୍ୟ ଜୀବନ ସୁଖମୟ ହେବ।	[1176, 391, 1470, 422]
temple-subhead-2: ➝ ୩୧ ଓ ୧ ରେ ଭିତର କାଠ ଦର୍ଶନ ବନ୍ଦ	[752, 966, 992, 985]
page-header	[30, 0, 1470, 33]
temple-news	[752, 915, 1135, 1515]
horoscope-section	[1140, 40, 1470, 1810]
matrimonial-ad: Brahmin groom/ 1986/ 5.8/ B.Tech/ 10L/ Pune/ Quick marriages Pvt. Ltd. 0674-2380883, 6542775. D-41319	[402, 384, 581, 435]
house-image	[30, 1356, 211, 1473]
court-line: Subhashree Pattnaik— Respondant	[584, 123, 686, 145]
horoscope-entry: ♐ ଧନୁ: ଭାଗ୍ୟ ସାଥ୍ ଦେବ। ପୁରୁଣା ଋଣରୁ ମୁକ୍ତି ମିଳିବ।	[1140, 430, 1470, 462]
classified-ad: 12X9 feet room rent for Shop near SBI SUM Hospital branch Sampur main road. 7377549663. D-41316	[217, 1534, 398, 1574]
zodiac-text: ବିବାଦରୁ ଦୂରେଇ ରୁହନ୍ତୁ। ଆର୍ଥିକ ଅବସ୍ଥା ସନ୍ତୋଷଜନକ ରହିବ।	[1200, 353, 1461, 367]
kid-caption-2: ସୁନ୍ଦରଦାସ	[435, 141, 469, 151]
ad-code: D-41346	[584, 880, 619, 890]
bday-body: Many many happy returns of the day. Wish you Happy Birthday. Best wishes from: Bapa, Bou, Kaka, Kaki, Bhai, Bhanji & Bhauni, Bhinoi.	[584, 676, 737, 727]
matrimonial-footer-2: Book 1 Get 1 FREE	[260, 795, 355, 807]
zodiac-icon: ♑	[1140, 468, 1172, 500]
zodiac-icon: ♈	[1140, 111, 1172, 143]
classified-ad: 3BHK flats available to be let out on rent at Posh area in Bhubaneswar. Contact: 9658940169, 9777618089, 9178444114. D-35021	[217, 1689, 398, 1754]
missing-person-photo	[776, 70, 928, 242]
court-line: Draft Copy of Paper publication U/O-5, R-20 of CPC filed by Petitioner.	[584, 145, 725, 178]
tolet-label: TO-LET	[218, 1413, 397, 1435]
zodiac-icon: ♊	[1140, 191, 1172, 223]
couple-names: Murali & Sajani	[600, 997, 725, 1014]
horoscope-entry: ♏ ବିଛା: ଗୃହ ନିର୍ମାଣ କାର୍ଯ୍ୟରେ ଅଗ୍ରଗତି। ଦାମ୍ପତ୍ୟ ଜୀବନ ସୁଖମୟ ହେବ।	[1140, 390, 1470, 424]
memorial-card	[954, 1743, 1135, 2040]
classified-ad: Bengali Kayastha groom 28, 5'6", NESCO Service, only son wants right match. Contact: 8260387070. D-40902	[218, 426, 397, 478]
classified-ad: Wanted Employed/ Business groom home Bhubaneswar for Brahmin bride 25, +3, 25/11. Contact: 9337605428, 9937455757. D-40104	[402, 462, 581, 528]
memorial-heading: ଦ୍ୱିତୀୟ ଶ୍ରାଦ୍ଧବାର୍ଷିକୀ	[990, 1747, 1099, 1761]
classified-ad: 3BHK duplex 38,00,000/- Delhi Public School, Nakhara possession on March 2016. 9861281504. D-41164	[30, 1797, 211, 1848]
wish-name: ସର୍ବଜିତ୍ ଓଝା (ସୁନ୍ନ)	[584, 821, 673, 835]
page-number-and-masthead: ୪ | ଧରିତ୍ରୀ	[30, 4, 130, 26]
classified-ad: Wanted fresh, divorcee, widower groom for Bank Clerk 33, Teacher 35, Lecturer 29+. Welcome-9338901177. D-41144	[402, 531, 581, 584]
sale-heading-auto: SALE	[99, 1127, 142, 1145]
stethoscope-image	[217, 1759, 398, 1856]
wish-title: ଜନ୍ମଦିନ ଶୁଭେଚ୍ଛା	[647, 436, 695, 467]
reader-notice-title: ପାଠକଙ୍କ ପାଇଁ ସୂଚନା:	[440, 1369, 549, 1384]
classified-ad: Sonali Ayurvedic Club full body massage by smart lady therapist. contact: 7250406355, 9973747265, 7292853564. D-41353	[404, 1010, 585, 1062]
zodiac-name: ମକର	[1176, 469, 1201, 483]
color-dots	[726, 2256, 775, 2266]
matrimonial-title: MATRIMONIAL	[111, 333, 504, 380]
kid-photo-1	[323, 44, 405, 141]
facts-body: ୨୦୧୩-୧୪ ଆର୍ଥିକବର୍ଷରେ ରାଜ୍ୟରେ ୨୦୧୭ ଲକ୍ଷ ଜୀବନ ବୀମା ପଲିସି ପ୍ରଦାନ କରାଯାଇଛି। ଏଥିରେ ୬୭୭.୭୫ କୋଟି ଟଙ୍କା ଦାବି କରାଯାଇଛି।	[756, 831, 1131, 858]
horoscope-entry: ♍ କନ୍ୟା: ଶିକ୍ଷାର୍ଥୀଙ୍କ ପାଇଁ ଦିନଟି ଶୁଭ। ସନ୍ତାନଙ୍କ ପ୍ରଗତିରେ ଆନନ୍ଦ ମିଳିବ।	[1140, 312, 1470, 346]
classified-ad: Homely Indian massage matured therapist pain relief modern machine. 9853188044. D-33460	[404, 1065, 585, 1105]
classified-ad: Brand new UV-VIS Spectrophotometer, high temperature oven, water bath, centrifuge, electrophoresis power supply and gel Tank, glass beads sterilizer and PCR for sale. Contact: 7873236171, 8763333124. D-99979	[217, 1164, 398, 1269]
matrimonial-banner	[34, 240, 581, 380]
missing-person-notice	[752, 40, 952, 371]
zodiac-name: ବୃଷ	[1176, 153, 1192, 167]
zodiac-text: ଧାର୍ମିକ କାର୍ଯ୍ୟରେ ରୁଚି ବଢ଼ିବ। ମାନସିକ ଶାନ୍ତି ମିଳିବ।	[1201, 545, 1424, 559]
memorial-photo	[797, 1766, 919, 1918]
memorial-date: ତିରୋଧାନ: ୧୬।୦୬।୨୦୧୩	[996, 1948, 1093, 1959]
classified-ad: Beautiful Khandayat bride/ 1977/ 5.3/ GNIT/ Caste no bar. Quick marriages Pvt. Ltd. 0674-2380883, 6542775. D-41320	[402, 587, 581, 640]
birthday-wish-2	[580, 412, 745, 561]
zodiac-name: କୁମ୍ଭ	[1176, 507, 1202, 521]
child-photo	[584, 750, 644, 822]
child-photo	[584, 416, 644, 488]
